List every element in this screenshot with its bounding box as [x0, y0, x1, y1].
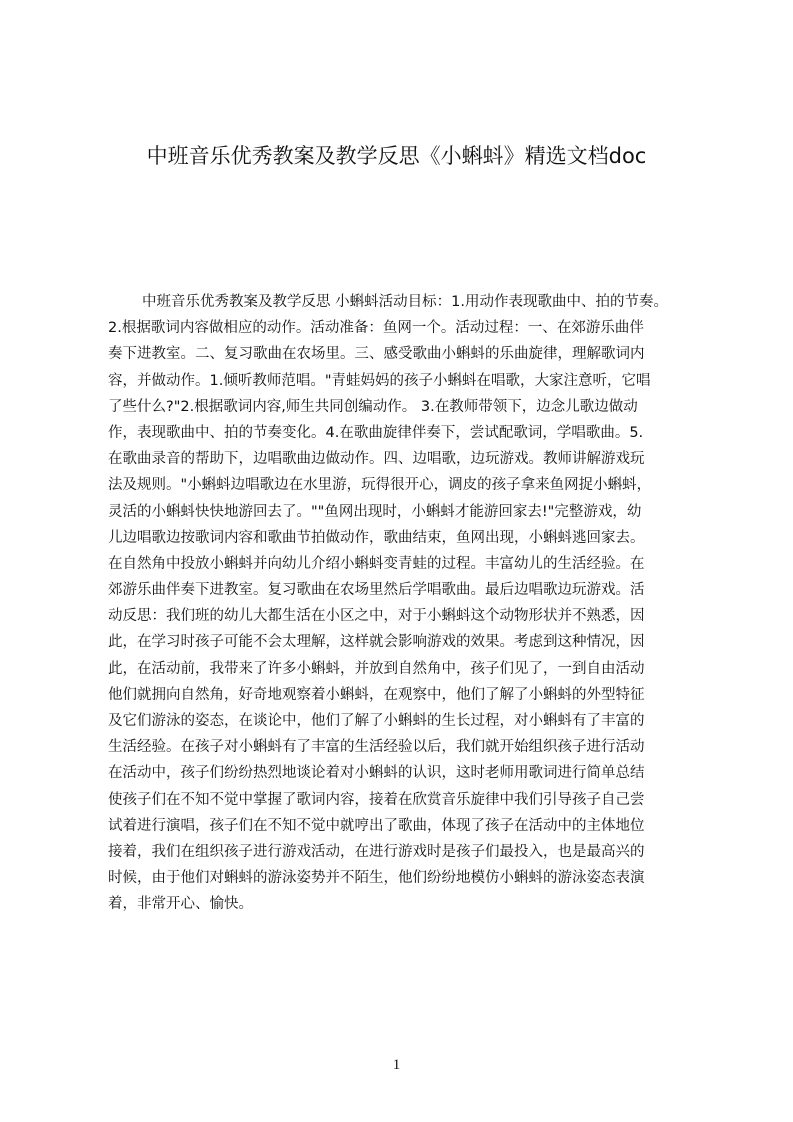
body-line: 在活动中，孩子们纷纷热烈地谈论着对小蝌蚪的认识，这时老师用歌词进行简单总结 — [108, 765, 645, 782]
body-line: 2.根据歌词内容做相应的动作。活动准备：鱼网一个。活动过程：一、在郊游乐曲伴 — [108, 320, 644, 337]
body-line: 他们就拥向自然角，好奇地观察着小蝌蚪，在观察中，他们了解了小蝌蚪的外型特征 — [108, 686, 645, 703]
body-line: 中班音乐优秀教案及教学反思 小蝌蚪活动目标：1.用动作表现歌曲中、拍的节奏。 — [142, 294, 668, 310]
body-line: 使孩子们在不知不觉中掌握了歌词内容，接着在欣赏音乐旋律中我们引导孩子自己尝 — [108, 791, 645, 808]
page-number: 1 — [392, 1057, 401, 1073]
body-line: 在歌曲录音的帮助下，边唱歌曲边做动作。四、边唱歌，边玩游戏。教师讲解游戏玩 — [108, 451, 645, 468]
body-line: 灵活的小蝌蚪快快地游回去了。""鱼网出现时，小蝌蚪才能游回家去!"完整游戏，幼 — [108, 503, 642, 520]
body-line: 接着，我们在组织孩子进行游戏活动，在进行游戏时是孩子们最投入，也是最高兴的 — [108, 843, 645, 860]
body-text — [108, 289, 698, 929]
body-line: 着，非常开心、愉快。 — [108, 896, 253, 913]
body-line: 儿边唱歌边按歌词内容和歌曲节拍做动作，歌曲结束，鱼网出现，小蝌蚪逃回家去。 — [108, 529, 645, 546]
body-line: 此，在活动前，我带来了许多小蝌蚪，并放到自然角中，孩子们见了，一到自由活动 — [108, 660, 645, 677]
document-title: 中班音乐优秀教案及教学反思《小蝌蚪》精选文档doc — [146, 144, 647, 168]
body-line: 了些什么?"2.根据歌词内容,师生共同创编动作。 3.在教师带领下，边念儿歌边做动 — [108, 398, 638, 415]
body-line: 时候，由于他们对蝌蚪的游泳姿势并不陌生，他们纷纷地模仿小蝌蚪的游泳姿态表演 — [108, 870, 645, 887]
body-line: 奏下进教室。二、复习歌曲在农场里。三、感受歌曲小蝌蚪的乐曲旋律，理解歌词内 — [108, 346, 645, 363]
body-line: 试着进行演唱，孩子们在不知不觉中就哼出了歌曲，体现了孩子在活动中的主体地位 — [108, 817, 645, 834]
body-line: 法及规则。"小蝌蚪边唱歌边在水里游，玩得很开心，调皮的孩子拿来鱼网捉小蝌蚪， — [108, 477, 652, 494]
body-line: 动反思：我们班的幼儿大都生活在小区之中，对于小蝌蚪这个动物形状并不熟悉，因 — [108, 608, 645, 625]
body-line: 在自然角中投放小蝌蚪并向幼儿介绍小蝌蚪变青蛙的过程。丰富幼儿的生活经验。在 — [108, 555, 645, 572]
body-line: 容，并做动作。1.倾听教师范唱。"青蛙妈妈的孩子小蝌蚪在唱歌，大家注意听，它唱 — [108, 372, 651, 389]
body-line: 郊游乐曲伴奏下进教室。复习歌曲在农场里然后学唱歌曲。最后边唱歌边玩游戏。活 — [108, 582, 645, 599]
body-line: 及它们游泳的姿态，在谈论中，他们了解了小蝌蚪的生长过程，对小蝌蚪有了丰富的 — [108, 713, 645, 729]
body-line: 作，表现歌曲中、拍的节奏变化。4.在歌曲旋律伴奏下，尝试配歌词，学唱歌曲。5. — [108, 424, 644, 441]
body-line: 此，在学习时孩子可能不会太理解，这样就会影响游戏的效果。考虑到这种情况，因 — [108, 634, 645, 651]
body-line: 生活经验。在孩子对小蝌蚪有了丰富的生活经验以后，我们就开始组织孩子进行活动 — [108, 739, 645, 756]
